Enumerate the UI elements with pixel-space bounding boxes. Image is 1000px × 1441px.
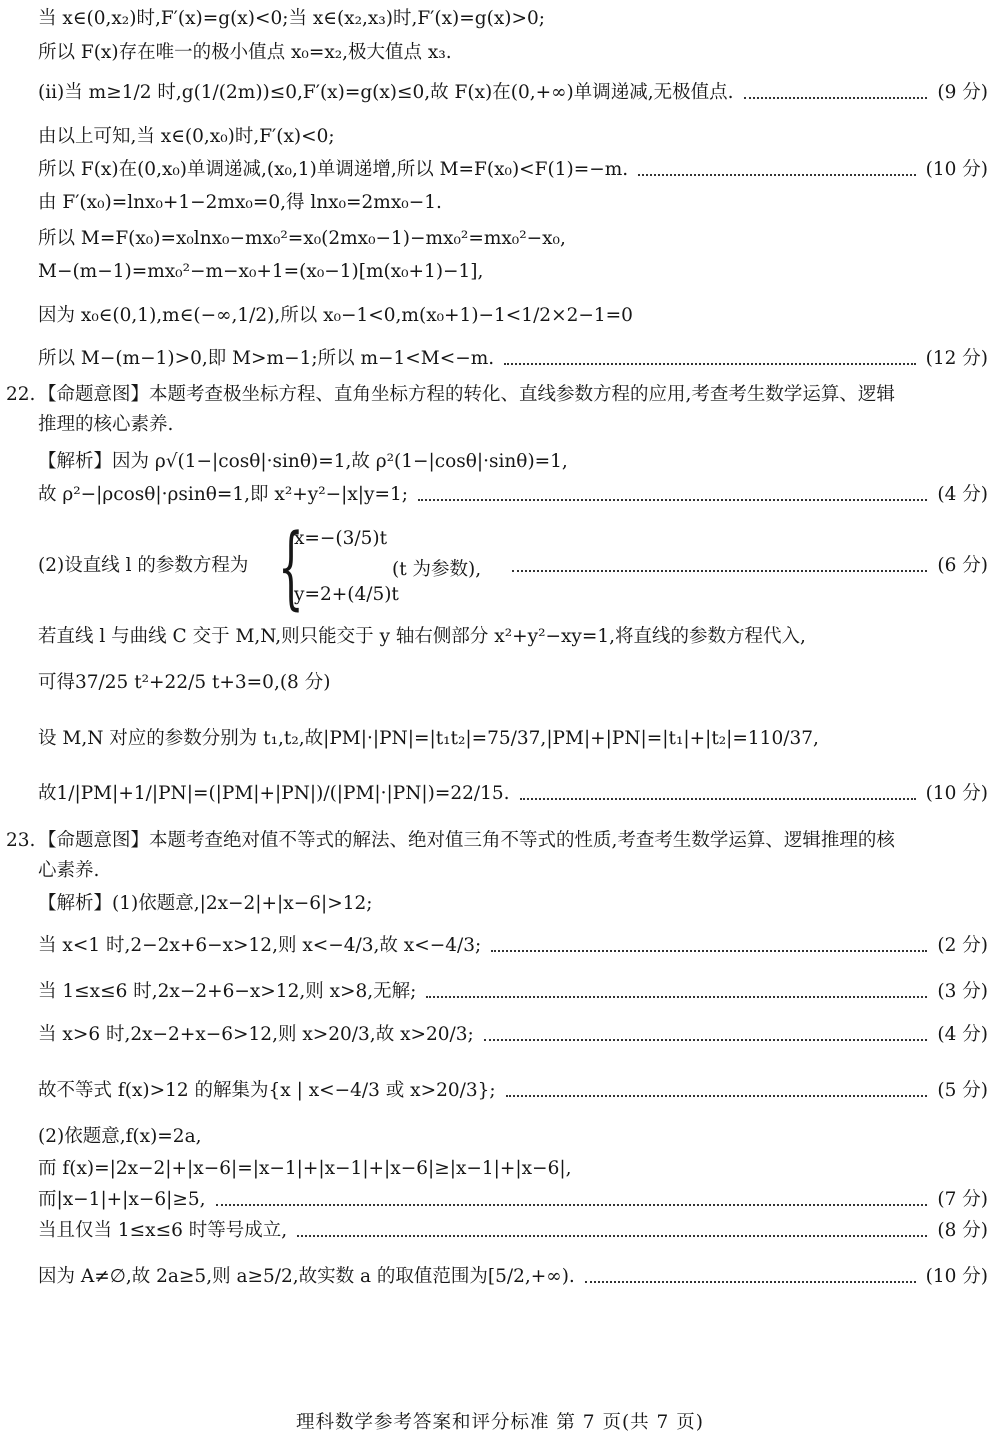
- q21-line-5: 所以 F(x)在(0,x₀)单调递减,(x₀,1)单调递增,所以 M=F(x₀)<F(1)=−m. (10 分): [38, 157, 988, 183]
- dot-leader: [484, 1039, 928, 1041]
- dot-leader: [297, 1235, 927, 1237]
- dot-leader: [638, 174, 916, 176]
- score-mark: (8 分): [937, 1220, 988, 1241]
- q23-line-9: 当且仅当 1≤x≤6 时等号成立, (8 分): [38, 1218, 988, 1244]
- dot-leader: [491, 950, 927, 952]
- dot-leader: [418, 499, 927, 501]
- q22-line-7: 故1/|PM|+1/|PN|=(|PM|+|PN|)/(|PM|·|PN|)=22/15. (10 分): [38, 781, 988, 807]
- dot-leader: [585, 1281, 916, 1283]
- q21-line-1: 当 x∈(0,x₂)时,F′(x)=g(x)<0;当 x∈(x₂,x₃)时,F′(x)=g(x)>0;: [38, 8, 545, 29]
- q23-line-10: 因为 A≠∅,故 2a≥5,则 a≥5/2,故实数 a 的取值范围为[5/2,+∞). (10 分): [38, 1264, 988, 1290]
- dot-leader: [216, 1204, 928, 1206]
- q23-line-3: 当 1≤x≤6 时,2x−2+6−x>12,则 x>8,无解; (3 分): [38, 979, 988, 1005]
- score-mark: (10 分): [925, 159, 988, 180]
- q23-number: 23.: [6, 830, 36, 851]
- q22-line-6: 设 M,N 对应的参数分别为 t₁,t₂,故|PM|·|PN|=|t₁t₂|=75/37,|PM|+|PN|=|t₁|+|t₂|=110/37,: [38, 728, 819, 749]
- score-mark: (3 分): [937, 981, 988, 1002]
- page-footer: 理科数学参考答案和评分标准 第 7 页(共 7 页): [296, 1412, 704, 1433]
- q23-intent-line-2: 心素养.: [38, 860, 100, 881]
- q23-line-1: 【解析】(1)依题意,|2x−2|+|x−6|>12;: [38, 893, 373, 914]
- system-brace: {: [278, 515, 304, 620]
- q21-line-7: 所以 M=F(x₀)=x₀lnx₀−mx₀²=x₀(2mx₀−1)−mx₀²=mx₀²−x₀,: [38, 228, 566, 249]
- q22-line-2: 故 ρ²−|ρcosθ|·ρsinθ=1,即 x²+y²−|x|y=1; (4 分): [38, 482, 988, 508]
- q22-intent-line-1: 【命题意图】本题考查极坐标方程、直角坐标方程的转化、直线参数方程的应用,考查考生数学运算、逻辑: [38, 384, 895, 405]
- score-mark: (5 分): [937, 1080, 988, 1101]
- q23-line-7: 而 f(x)=|2x−2|+|x−6|=|x−1|+|x−1|+|x−6|≥|x−1|+|x−6|,: [38, 1158, 572, 1179]
- score-mark: (4 分): [937, 1024, 988, 1045]
- score-mark: (7 分): [937, 1189, 988, 1210]
- score-mark: (2 分): [937, 935, 988, 956]
- q23-line-2: 当 x<1 时,2−2x+6−x>12,则 x<−4/3,故 x<−4/3; (2 分): [38, 933, 988, 959]
- score-mark: (12 分): [925, 348, 988, 369]
- q23-line-4: 当 x>6 时,2x−2+x−6>12,则 x>20/3,故 x>20/3; (4 分): [38, 1022, 988, 1048]
- q22-line-5: 可得37/25 t²+22/5 t+3=0,(8 分): [38, 672, 331, 693]
- q22-line-1: 【解析】因为 ρ√(1−|cosθ|·sinθ)=1,故 ρ²(1−|cosθ|·sinθ)=1,: [38, 451, 568, 472]
- dot-leader: [426, 996, 927, 998]
- q21-line-10: 所以 M−(m−1)>0,即 M>m−1;所以 m−1<M<−m. (12 分): [38, 346, 988, 372]
- q21-line-3: (ii)当 m≥1/2 时,g(1/(2m))≤0,F′(x)=g(x)≤0,故 F(x)在(0,+∞)单调递减,无极值点. (9 分): [38, 80, 988, 106]
- q21-line-9: 因为 x₀∈(0,1),m∈(−∞,1/2),所以 x₀−1<0,m(x₀+1)−1<1/2×2−1=0: [38, 305, 633, 326]
- score-mark: (9 分): [937, 82, 988, 103]
- q22-line-4: 若直线 l 与曲线 C 交于 M,N,则只能交于 y 轴右侧部分 x²+y²−xy=1,将直线的参数方程代入,: [38, 626, 806, 647]
- q21-line-8: M−(m−1)=mx₀²−m−x₀+1=(x₀−1)[m(x₀+1)−1],: [38, 261, 484, 282]
- score-mark: (6 分): [937, 555, 988, 576]
- q23-line-5: 故不等式 f(x)>12 的解集为{x | x<−4/3 或 x>20/3}; (5 分): [38, 1078, 988, 1104]
- system-equation-2: y=2+(4/5)t: [294, 584, 399, 605]
- q23-intent-line-1: 【命题意图】本题考查绝对值不等式的解法、绝对值三角不等式的性质,考查考生数学运算、逻辑推理的核: [38, 830, 895, 851]
- dot-leader: [520, 798, 916, 800]
- system-equation-1: x=−(3/5)t: [294, 528, 388, 549]
- q21-line-2: 所以 F(x)存在唯一的极小值点 x₀=x₂,极大值点 x₃.: [38, 42, 452, 63]
- q22-intent-line-2: 推理的核心素养.: [38, 414, 174, 435]
- q21-line-4: 由以上可知,当 x∈(0,x₀)时,F′(x)<0;: [38, 126, 335, 147]
- q23-line-6: (2)依题意,f(x)=2a,: [38, 1126, 202, 1147]
- score-mark: (10 分): [925, 783, 988, 804]
- q22-number: 22.: [6, 384, 36, 405]
- score-mark: (4 分): [937, 484, 988, 505]
- system-note: (t 为参数),: [392, 559, 482, 580]
- dot-leader: [512, 570, 927, 572]
- score-mark: (10 分): [925, 1266, 988, 1287]
- dot-leader: [504, 363, 915, 365]
- q21-line-6: 由 F′(x₀)=lnx₀+1−2mx₀=0,得 lnx₀=2mx₀−1.: [38, 192, 442, 213]
- q22-line-3: (2)设直线 l 的参数方程为 (6 分): [38, 553, 988, 579]
- dot-leader: [744, 97, 928, 99]
- q23-line-8: 而|x−1|+|x−6|≥5, (7 分): [38, 1187, 988, 1213]
- dot-leader: [506, 1095, 928, 1097]
